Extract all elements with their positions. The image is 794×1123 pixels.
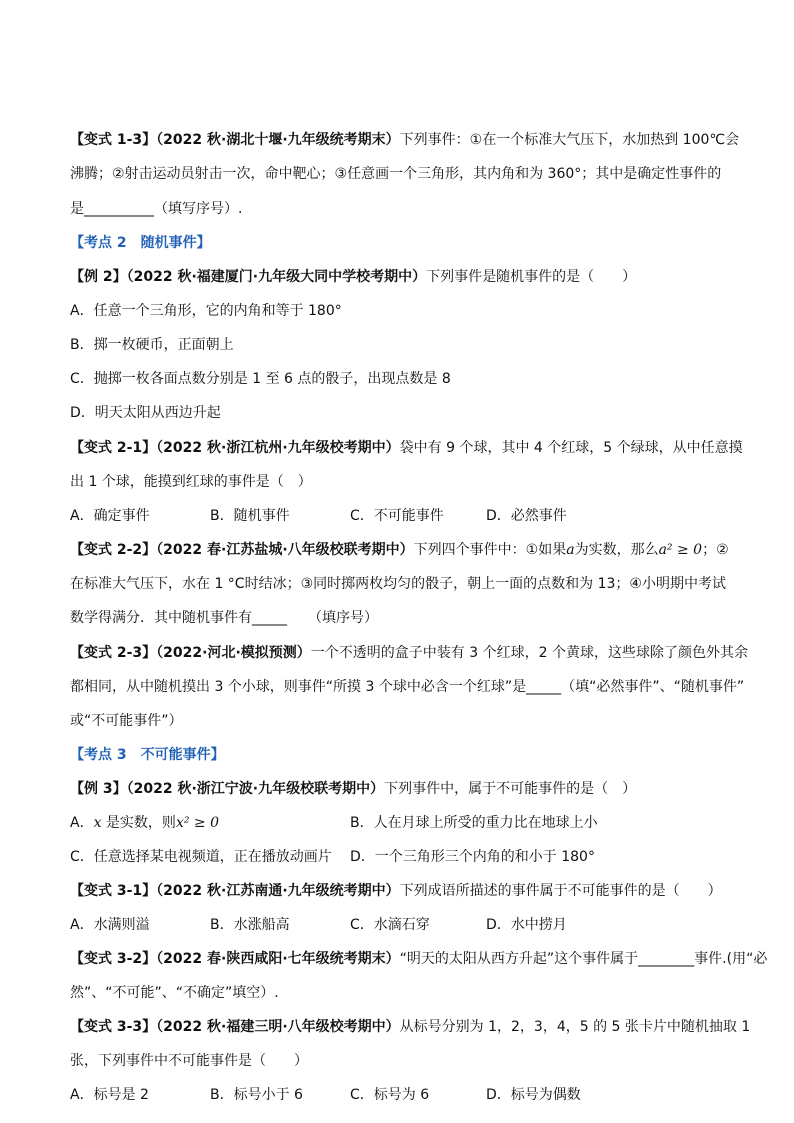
question-tag: 【变式 1-3】: [70, 132, 157, 148]
v33-option-a: A．标号是 2: [70, 1087, 149, 1103]
v31-option-d: D．水中捞月: [486, 917, 567, 933]
v33-option-c: C．标号为 6: [350, 1087, 430, 1103]
math-variable: a: [566, 542, 575, 558]
v33-option-b: B．标号小于 6: [210, 1087, 303, 1103]
v21-option-a: A．确定事件: [70, 508, 150, 524]
v13-line3: 是__________（填写序号）.: [70, 201, 243, 217]
question-tag: 【变式 3-1】: [70, 883, 157, 899]
v22-line3: 数学得满分．其中随机事件有_____ （填序号）: [70, 610, 378, 626]
v31-option-c: C．水滴石穿: [350, 917, 430, 933]
question-tag: 【变式 3-3】: [70, 1019, 157, 1035]
ex3-option-b: B．人在月球上所受的重力比在地球上小: [350, 815, 598, 831]
v22-line2: 在标准大气压下，水在 1 °C时结冰；③同时掷两枚均匀的骰子，朝上一面的点数和为 13；④小明期中考试: [70, 576, 726, 592]
question-tag: 【例 3】: [70, 781, 127, 797]
ex2-option-b: B．掷一枚硬币，正面朝上: [70, 337, 234, 353]
math-expression: a² ≥ 0: [658, 542, 703, 558]
math-variable: x: [93, 815, 102, 831]
v13-line2: 沸腾；②射击运动员射击一次，命中靶心；③任意画一个三角形，其内角和为 360°；其中是确定性事件的: [70, 166, 722, 182]
question-tag: 【变式 2-2】: [70, 542, 157, 558]
v21-option-b: B．随机事件: [210, 508, 290, 524]
question-source: （2022 秋·浙江宁波·九年级校联考期中）: [126, 781, 385, 797]
v31-option-a: A．水满则溢: [70, 917, 150, 933]
v33-line2: 张，下列事件中不可能事件是（ ）: [70, 1053, 308, 1069]
question-tag: 【变式 2-3】: [70, 645, 157, 661]
v23-line3: 或“不可能事件”）: [70, 713, 183, 729]
v21-line2: 出 1 个球，能摸到红球的事件是（ ）: [70, 474, 312, 490]
v31-option-b: B．水涨船高: [210, 917, 290, 933]
section-heading-2: 【考点 2 随机事件】: [70, 235, 211, 251]
question-source: （2022 春·江苏盐城·八年级校联考期中）: [156, 542, 414, 558]
question-source: （2022 春·陕西咸阳·七年级统考期末）: [156, 951, 400, 967]
v13-line1: 【变式 1-3】（2022 秋·湖北十堰·九年级统考期末）下列事件：①在一个标准大气压下，水加热到 100℃会: [70, 132, 740, 148]
ex2-question: 【例 2】（2022 秋·福建厦门·九年级大同中学校考期中）下列事件是随机事件的是（ ）: [70, 269, 637, 285]
ex2-option-d: D．明天太阳从西边升起: [70, 405, 221, 421]
question-source: （2022 秋·福建厦门·九年级大同中学校考期中）: [126, 269, 427, 285]
ex3-option-c: C．任意选择某电视频道，正在播放动画片: [70, 849, 332, 865]
v21-option-c: C．不可能事件: [350, 508, 444, 524]
ex3-option-a: A．x 是实数，则x² ≥ 0: [70, 815, 219, 831]
question-tag: 【例 2】: [70, 269, 127, 285]
question-tag: 【变式 3-2】: [70, 951, 157, 967]
question-source: （2022 秋·湖北十堰·九年级统考期末）: [156, 132, 400, 148]
question-tag: 【变式 2-1】: [70, 440, 157, 456]
question-source: （2022 秋·浙江杭州·九年级校考期中）: [156, 440, 400, 456]
ex3-question: 【例 3】（2022 秋·浙江宁波·九年级校联考期中）下列事件中，属于不可能事件的是（ ）: [70, 781, 637, 797]
v33-option-d: D．标号为偶数: [486, 1087, 581, 1103]
v33-line1: 【变式 3-3】（2022 秋·福建三明·八年级校考期中）从标号分别为 1，2，3，4，5 的 5 张卡片中随机抽取 1: [70, 1019, 751, 1035]
v23-line2: 都相同，从中随机摸出 3 个小球，则事件“所摸 3 个球中必含一个红球”是_____（填“必然事件”、“随机事件”: [70, 679, 745, 695]
ex2-option-a: A．任意一个三角形，它的内角和等于 180°: [70, 303, 342, 319]
ex3-option-d: D．一个三角形三个内角的和小于 180°: [350, 849, 595, 865]
v31-question: 【变式 3-1】（2022 秋·江苏南通·九年级统考期中）下列成语所描述的事件属于不可能事件的是（ ）: [70, 883, 722, 899]
question-source: （2022 秋·江苏南通·九年级统考期中）: [156, 883, 400, 899]
v32-line1: 【变式 3-2】（2022 春·陕西咸阳·七年级统考期末）“明天的太阳从西方升起”这个事件属于________事件.(用“必: [70, 951, 768, 967]
ex2-option-c: C．抛掷一枚各面点数分别是 1 至 6 点的骰子，出现点数是 8: [70, 371, 451, 387]
v32-line2: 然”、“不可能”、“不确定”填空）.: [70, 985, 279, 1001]
question-source: （2022·河北·模拟预测）: [156, 645, 311, 661]
math-expression: x² ≥ 0: [175, 815, 219, 831]
v22-line1: 【变式 2-2】（2022 春·江苏盐城·八年级校联考期中）下列四个事件中：①如果a为实数，那么a² ≥ 0；②: [70, 542, 729, 558]
question-source: （2022 秋·福建三明·八年级校考期中）: [156, 1019, 400, 1035]
v21-option-d: D．必然事件: [486, 508, 567, 524]
v23-line1: 【变式 2-3】（2022·河北·模拟预测）一个不透明的盒子中装有 3 个红球，2 个黄球，这些球除了颜色外其余: [70, 645, 748, 661]
section-heading-3: 【考点 3 不可能事件】: [70, 747, 225, 763]
v21-line1: 【变式 2-1】（2022 秋·浙江杭州·九年级校考期中）袋中有 9 个球，其中 4 个红球，5 个绿球，从中任意摸: [70, 440, 743, 456]
